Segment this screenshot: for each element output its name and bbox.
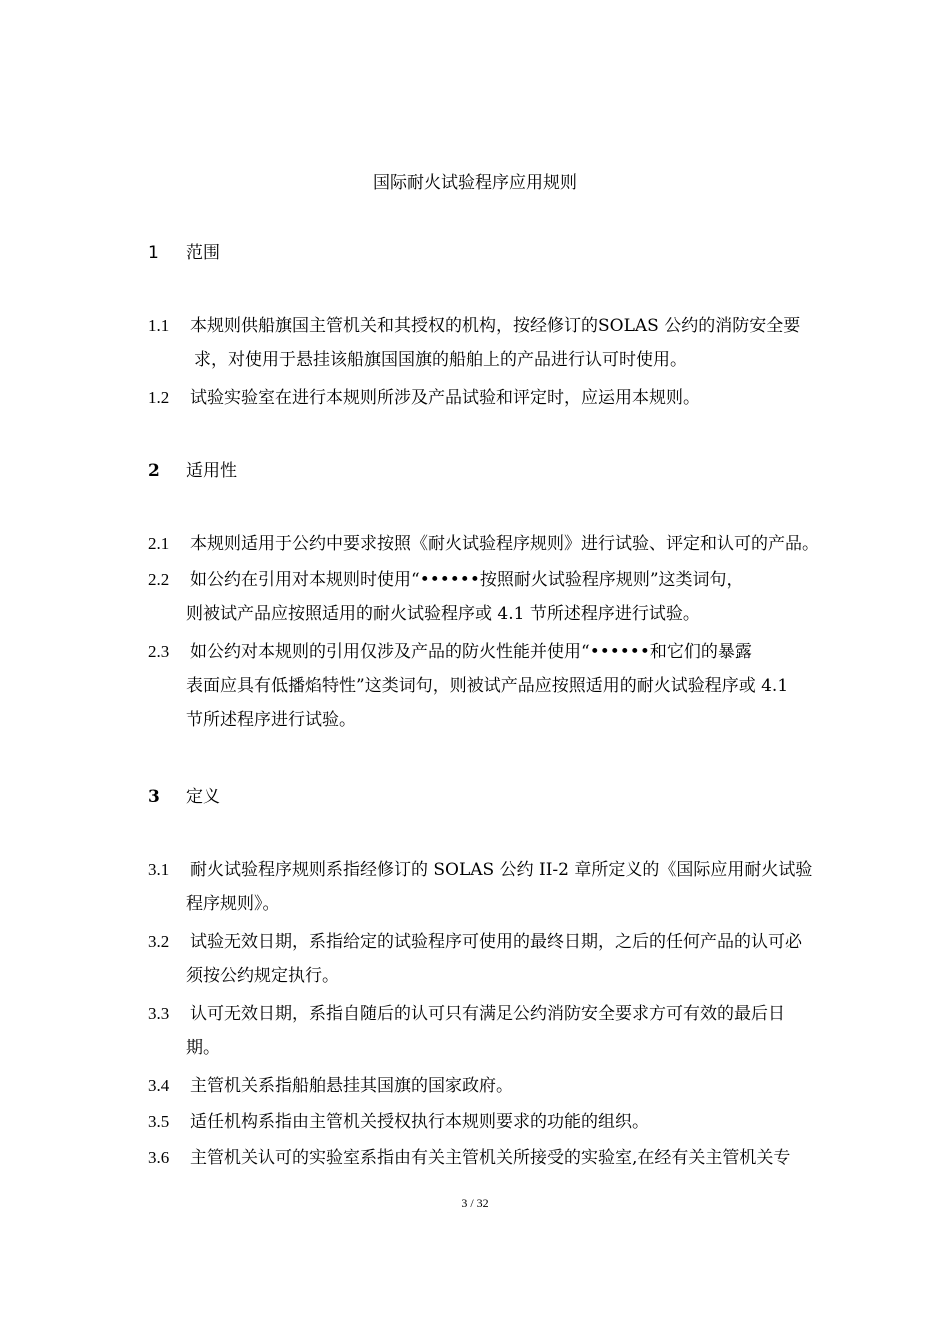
paragraph-number: 1.2 — [148, 388, 170, 407]
section-title: 适用性 — [186, 461, 237, 481]
section-number: 3 — [148, 787, 160, 807]
paragraph-number: 3.6 — [148, 1148, 170, 1167]
paragraph-line: 试验无效日期，系指给定的试验程序可使用的最终日期，之后的任何产品的认可必 — [190, 932, 802, 952]
paragraph-line: 主管机关认可的实验室系指由有关主管机关所接受的实验室,在经有关主管机关专 — [190, 1148, 791, 1168]
paragraph-line: 本规则供船旗国主管机关和其授权的机构，按经修订的SOLAS 公约的消防安全要 — [190, 316, 801, 336]
paragraph-3-5 — [148, 1105, 860, 1139]
page-title: 国际耐火试验程序应用规则 — [373, 173, 577, 193]
paragraph-number: 3.2 — [148, 932, 170, 951]
paragraph-line: 求，对使用于悬挂该船旗国国旗的船舶上的产品进行认可时使用。 — [194, 350, 687, 370]
paragraph-line: 耐火试验程序规则系指经修订的 SOLAS 公约 II-2 章所定义的《国际应用耐火试验 — [190, 860, 813, 880]
paragraph-line: 则被试产品应按照适用的耐火试验程序或 4.1 节所述程序进行试验。 — [186, 604, 700, 624]
paragraph-line: 适任机构系指由主管机关授权执行本规则要求的功能的组织。 — [190, 1112, 649, 1132]
paragraph-line: 期。 — [186, 1038, 220, 1058]
paragraph-2-1 — [148, 527, 860, 561]
section-title: 范围 — [186, 243, 220, 263]
paragraph-line: 须按公约规定执行。 — [186, 966, 339, 986]
paragraph-2-2 — [148, 563, 860, 631]
paragraph-line: 本规则适用于公约中要求按照《耐火试验程序规则》进行试验、评定和认可的产品。 — [190, 534, 819, 554]
paragraph-1-2 — [148, 381, 860, 415]
paragraph-3-4 — [148, 1069, 860, 1103]
paragraph-3-2 — [148, 925, 860, 993]
paragraph-line: 认可无效日期，系指自随后的认可只有满足公约消防安全要求方可有效的最后日 — [190, 1004, 785, 1024]
page-number: 3 / 32 — [461, 1196, 489, 1210]
section-number: 2 — [148, 461, 160, 481]
paragraph-line: 主管机关系指船舶悬挂其国旗的国家政府。 — [190, 1076, 513, 1096]
paragraph-number: 3.4 — [148, 1076, 170, 1095]
paragraph-number: 2.2 — [148, 570, 170, 589]
section-number: 1 — [148, 243, 159, 263]
paragraph-1-1 — [148, 309, 860, 377]
paragraph-line: 如公约在引用对本规则时使用“••••••按照耐火试验程序规则”这类词句， — [190, 570, 744, 590]
paragraph-number: 3.5 — [148, 1112, 170, 1131]
paragraph-2-3 — [148, 635, 860, 737]
paragraph-3-6 — [148, 1141, 860, 1175]
paragraph-line: 节所述程序进行试验。 — [186, 710, 356, 730]
paragraph-3-1 — [148, 853, 860, 921]
paragraph-number: 3.1 — [148, 860, 170, 879]
section-title: 定义 — [186, 787, 220, 807]
paragraph-number: 3.3 — [148, 1004, 170, 1023]
paragraph-line: 如公约对本规则的引用仅涉及产品的防火性能并使用“••••••和它们的暴露 — [190, 642, 752, 662]
paragraph-number: 2.1 — [148, 534, 170, 553]
paragraph-3-3 — [148, 997, 860, 1065]
paragraph-line: 程序规则》。 — [186, 894, 280, 914]
paragraph-number: 2.3 — [148, 642, 170, 661]
paragraph-line: 表面应具有低播焰特性”这类词句，则被试产品应按照适用的耐火试验程序或 4.1 — [186, 676, 789, 696]
paragraph-number: 1.1 — [148, 316, 170, 335]
paragraph-line: 试验实验室在进行本规则所涉及产品试验和评定时，应运用本规则。 — [190, 388, 700, 408]
